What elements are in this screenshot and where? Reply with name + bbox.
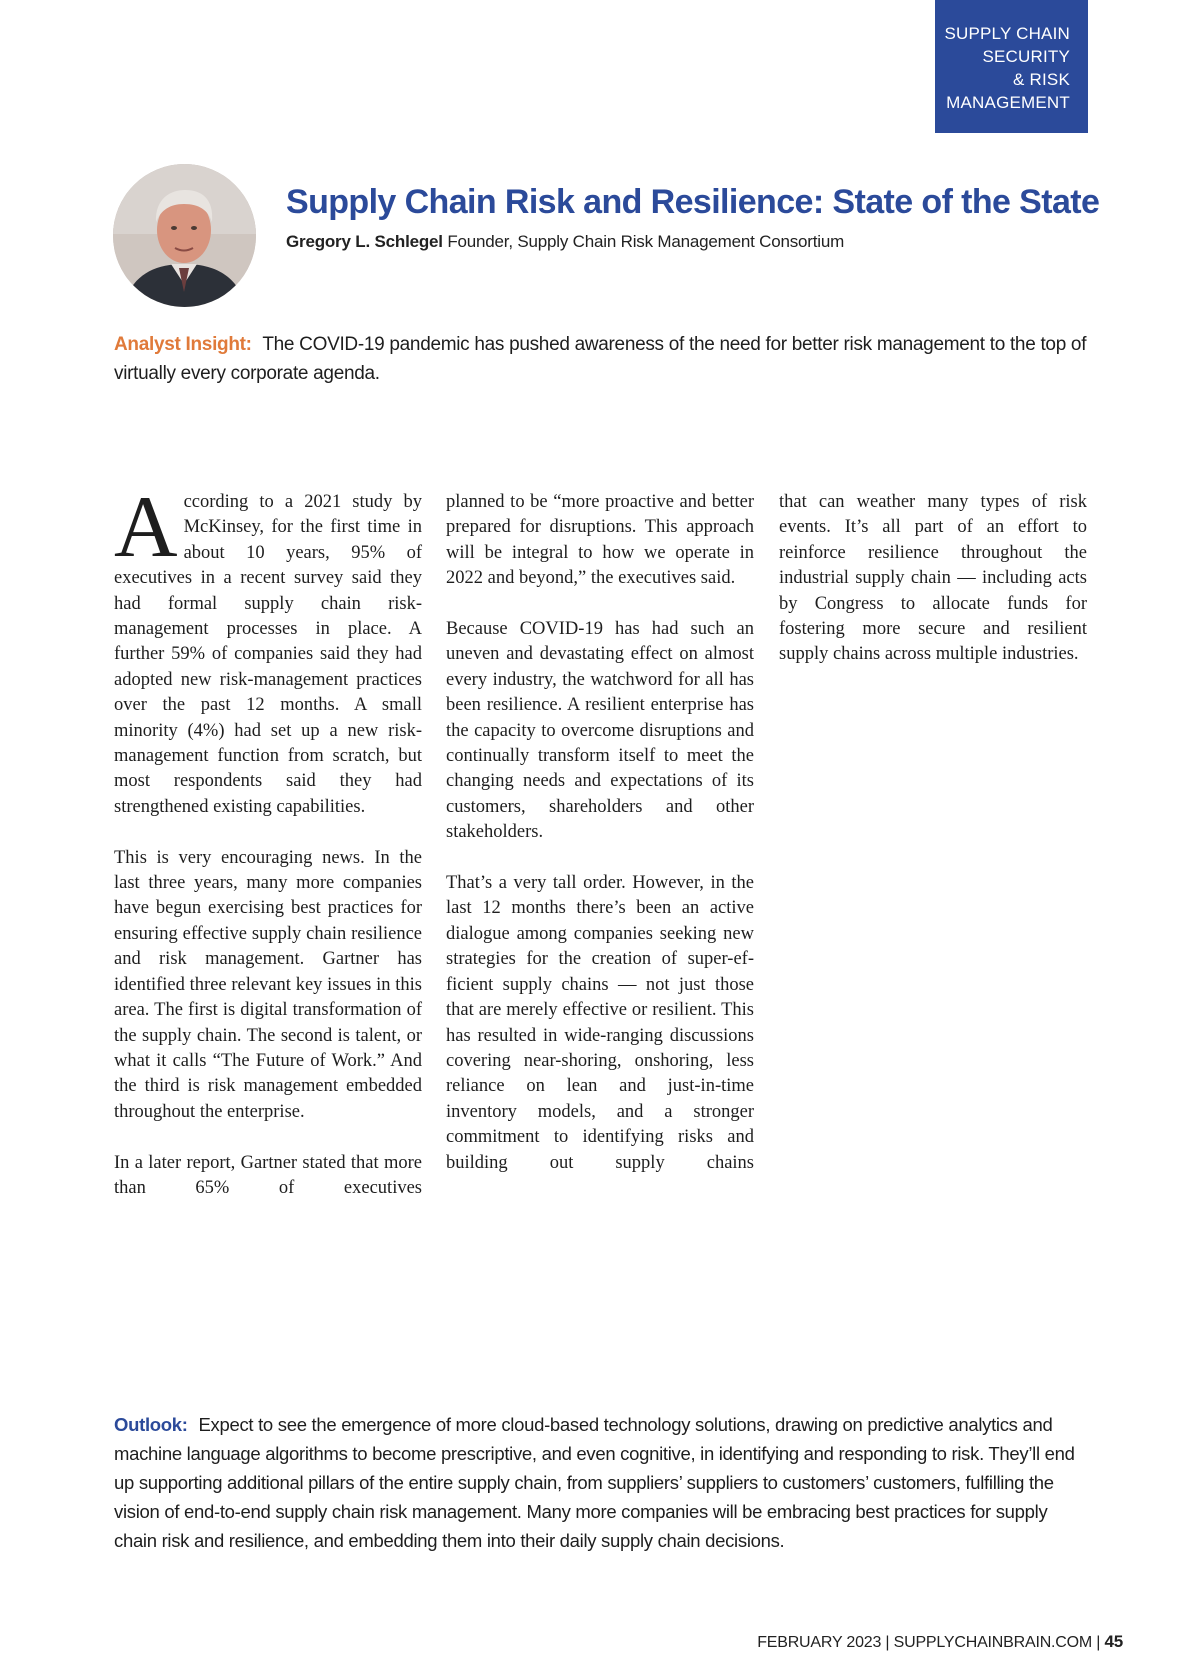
page-number: 45 [1104,1632,1123,1651]
author-name: Gregory L. Schlegel [286,232,443,251]
article-title: Supply Chain Risk and Resilience: State of the State [286,183,1100,221]
page-footer [757,1632,1123,1652]
author-role: Founder, Supply Chain Risk Management Consortium [447,232,845,251]
body-column-1 [114,479,422,1201]
outlook-label: Outlook: [114,1414,188,1435]
author-photo [113,164,256,307]
analyst-insight-label: Analyst Insight: [114,334,252,355]
body-paragraph: In a later report, Gartner stated that more than 65% of executives [114,1152,422,1198]
author-byline [286,232,844,252]
body-column-2 [446,490,754,1176]
body-paragraph: planned to be “more proactive and better prepared for disruptions. This approach will be integral to how we operate in 2022 and beyond,” the executives said. [446,492,754,589]
drop-cap: A [114,479,178,576]
section-tab-line-1: SUPPLY CHAIN [944,24,1070,43]
body-paragraph: That’s a very tall order. However, in the last 12 months there’s been an active dialogue among companies seeking new strategies for the creation of super-efficient supply chains — not just those that are merely effective or resilient. This has resulted in wide-ranging discussions covering near-shoring, onshoring, less reliance on lean and just-in-time inventory models, and a stronger commitment to identifying risks and building out supply chains [446,873,754,1173]
analyst-insight [114,330,1090,388]
body-paragraph: Because COVID-19 has had such an uneven and devastating effect on almost every industry, the watchword for all has been resilience. A resilient enterprise has the capacity to overcome disruptions and continually transform itself to meet the changing needs and expectations of its customers, shareholders and other stakeholders. [446,619,754,843]
footer-issue: FEBRUARY 2023 | SUPPLYCHAINBRAIN.COM | [757,1634,1101,1651]
section-tab [935,0,1088,133]
body-column-3 [779,490,1087,668]
body-paragraph [114,479,422,820]
section-tab-line-4: MANAGEMENT [946,93,1070,112]
section-tab-line-2: SECURITY [982,47,1070,66]
section-tab-line-3: & RISK [1013,70,1070,89]
paragraph-text: ccording to a 2021 study by McKinsey, for the first time in about 10 years, 95% of executives in a recent survey said they had formal supply chain risk-management processes in place. A further 59% of companies said they had adopted new risk-management practices over the past 12 months. A small minority (4%) had set up a new risk-management function from scratch, but most respondents said they had strengthened existing capabilities. [114,492,422,817]
analyst-insight-text: The COVID-19 pandemic has pushed awareness of the need for better risk management to the top of virtually every corporate agenda. [114,334,1087,384]
outlook [114,1410,1090,1555]
body-paragraph: that can weather many types of risk events. It’s all part of an effort to reinforce resilience throughout the industrial supply chain — including acts by Congress to allocate funds for fostering more secure and resilient supply chains across multiple industries. [779,492,1087,665]
author-portrait-icon [113,164,256,307]
outlook-text: Expect to see the emergence of more cloud-based technology solutions, drawing on predictive analytics and machine language algorithms to become prescriptive, and even cognitive, in identifying and responding to risk. They’ll end up supporting additional pillars of the entire supply chain, from suppliers’ suppliers to customers’ customers, fulfilling the vision of end-to-end supply chain risk management. Many more companies will be embracing best practices for supply chain risk and resilience, and embedding them into their daily supply chain decisions. [114,1414,1075,1551]
body-paragraph: This is very encouraging news. In the last three years, many more companies have begun exercising best practices for ensuring effective supply chain resilience and risk management. Gartner has identified three relevant key issues in this area. The first is digital transformation of the supply chain. The second is talent, or what it calls “The Future of Work.” And the third is risk management embedded throughout the enterprise. [114,847,422,1122]
